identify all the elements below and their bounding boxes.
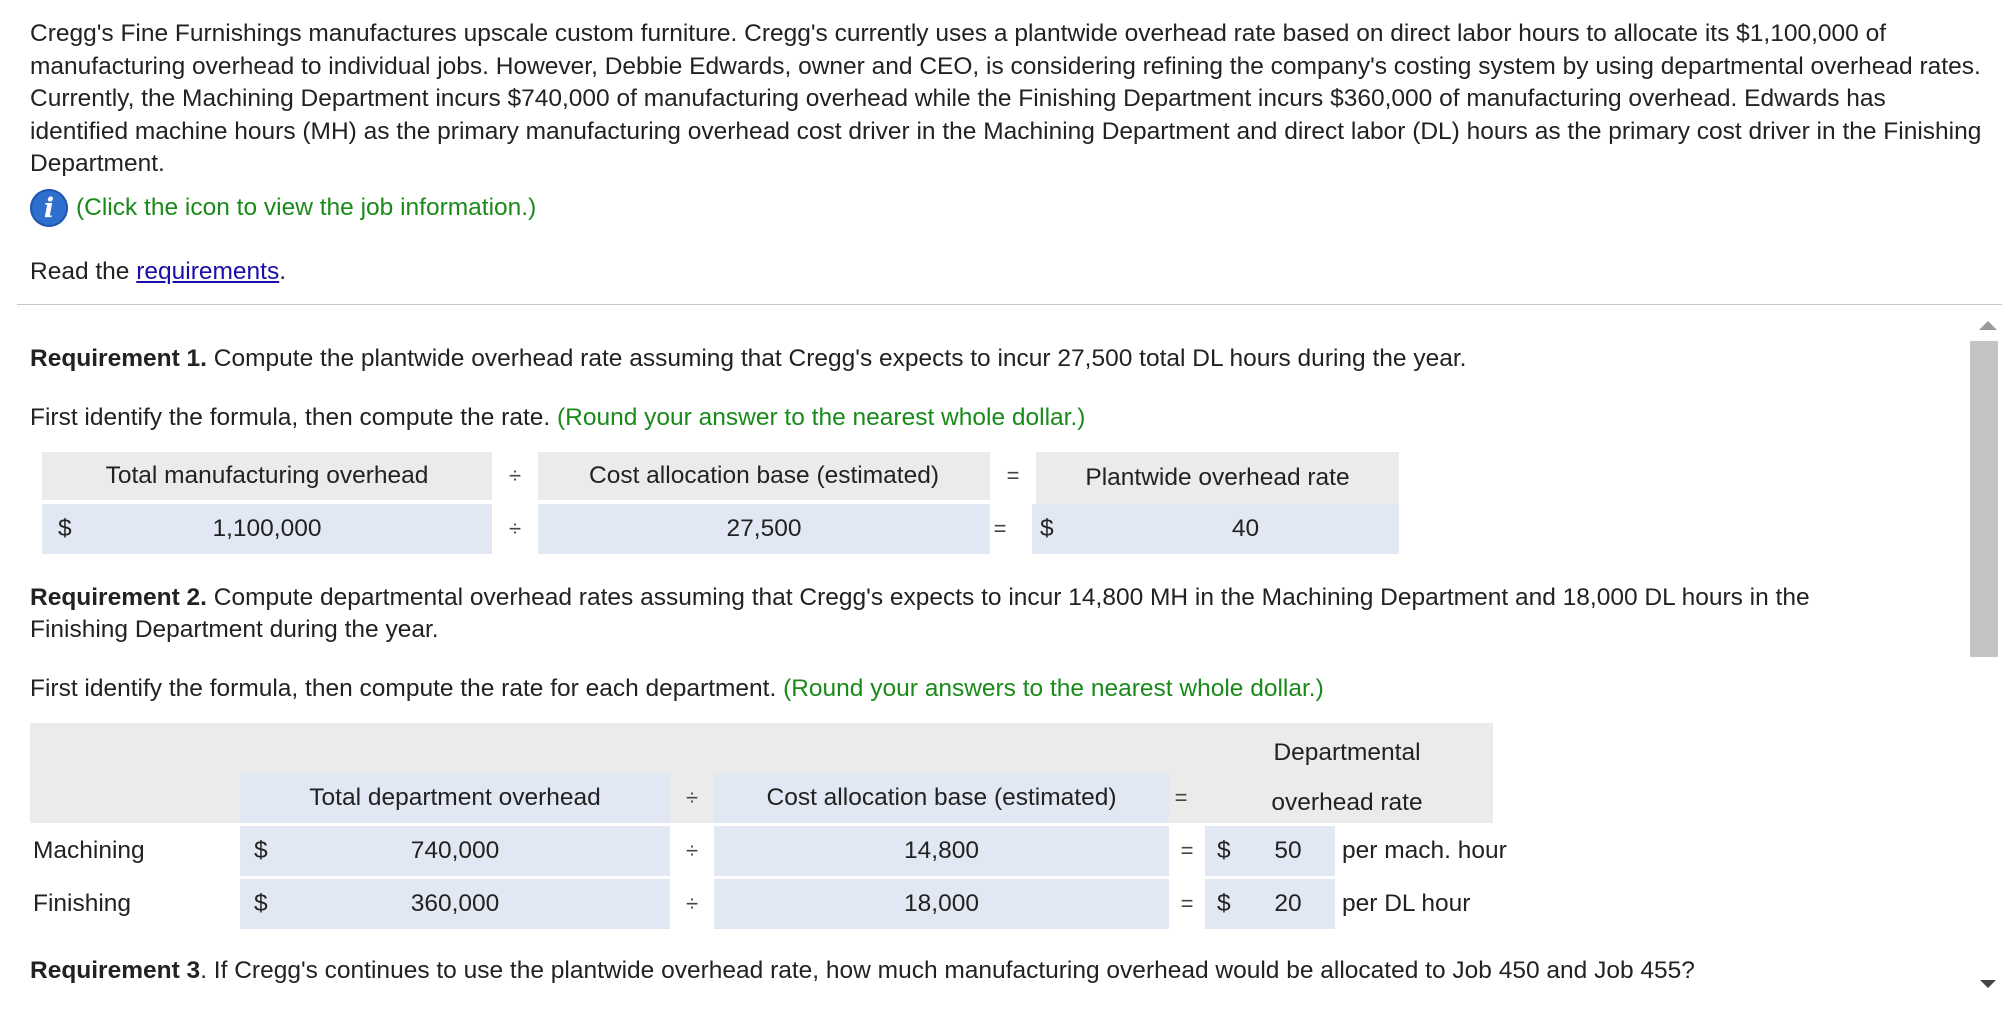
req2-machining-overhead-input[interactable]: 740,000 — [410, 837, 500, 864]
req2-finishing-rate-cell — [1205, 879, 1335, 929]
req2-statement — [30, 584, 1810, 612]
req2-header-overhead: Total department overhead — [240, 773, 670, 823]
req2-machining-dept: Machining — [33, 837, 145, 864]
req1-instruction — [30, 404, 1085, 432]
scrollbar[interactable] — [1970, 305, 2002, 1017]
req2-finishing-overhead-cell — [240, 879, 670, 929]
req2-header-rate-line2: overhead rate — [1271, 789, 1423, 816]
req3-text: . If Cregg's continues to use the plantwide overhead rate, how much manufacturing overhead would be allocated to Job 450 and Job 455? — [200, 957, 1695, 984]
info-text: (Click the icon to view the job information.) — [76, 194, 537, 221]
req1-label: Requirement 1. — [30, 345, 207, 372]
divider — [17, 304, 2002, 305]
req2-instruction — [30, 675, 1324, 703]
req1-text: Compute the plantwide overhead rate assuming that Cregg's expects to incur 27,500 total DL hours during the year. — [207, 345, 1467, 372]
read-suffix: . — [279, 258, 287, 285]
problem-intro: Cregg's Fine Furnishings manufactures upscale custom furniture. Cregg's currently uses a plantwide overhead rate based on direct labor hours to allocate its $1,100,000 of manufacturing overhead to individual jobs. However, Debbie Edwards, owner and CEO, is considering refining the company's costing system by using departmental overhead rates. Currently, the Machining Department incurs $740,000 of manufacturing overhead while the Finishing Department incurs $360,000 of manufacturing overhead. Edwards has identified machine hours (MH) as the primary manufacturing overhead cost driver in the Machining Department and direct labor (DL) hours as the primary cost driver in the Finishing Department. — [30, 20, 1982, 177]
requirements-link[interactable]: requirements — [136, 258, 280, 285]
req1-statement — [30, 345, 1466, 373]
req1-overhead-cell — [42, 504, 492, 554]
req1-rate-input[interactable]: 40 — [1231, 515, 1260, 542]
req1-instruction-text: First identify the formula, then compute the rate. — [30, 404, 558, 431]
job-info-row — [30, 186, 536, 230]
scroll-down-arrow-icon[interactable] — [1980, 980, 1996, 988]
req3-label: Requirement 3 — [30, 957, 201, 984]
req2-finishing-eq: = — [1180, 891, 1194, 916]
req2-machining-rate-input[interactable]: 50 — [1274, 837, 1302, 864]
req2-machining-unit: per mach. hour — [1342, 837, 1507, 864]
req2-finishing-rate-input[interactable]: 20 — [1274, 890, 1302, 917]
req2-hint: (Round your answers to the nearest whole dollar.) — [783, 675, 1324, 702]
req1-header-rate: Plantwide overhead rate — [1036, 452, 1399, 504]
req2-header-base: Cost allocation base (estimated) — [714, 773, 1169, 823]
req1-header-base: Cost allocation base (estimated) — [538, 452, 990, 500]
req2-finishing-rate-currency: $ — [1217, 890, 1231, 917]
req1-row-div: ÷ — [508, 516, 522, 541]
req3-statement — [30, 957, 1695, 985]
req1-header-overhead: Total manufacturing overhead — [42, 452, 492, 500]
req1-header-eq: = — [1006, 463, 1020, 488]
req1-header-div: ÷ — [508, 463, 522, 488]
req2-finishing-overhead-input[interactable]: 360,000 — [410, 890, 500, 917]
req1-overhead-input[interactable]: 1,100,000 — [212, 515, 322, 542]
req2-finishing-unit: per DL hour — [1342, 890, 1471, 917]
req2-machining-overhead-cell — [240, 826, 670, 876]
req2-header-rate-line1: Departmental — [1273, 739, 1421, 766]
req2-statement-cont: Finishing Department during the year. — [30, 616, 439, 643]
req2-finishing-div: ÷ — [685, 891, 699, 916]
req2-machining-div: ÷ — [685, 838, 699, 863]
req2-machining-rate-currency: $ — [1217, 837, 1231, 864]
req1-row-eq: = — [993, 516, 1007, 541]
scroll-up-arrow-icon[interactable] — [1979, 321, 1997, 330]
req2-machining-rate-cell — [1205, 826, 1335, 876]
req2-finishing-base-input[interactable]: 18,000 — [714, 879, 1169, 929]
req2-machining-eq: = — [1180, 838, 1194, 863]
read-prefix: Read the — [30, 258, 137, 285]
req1-hint: (Round your answer to the nearest whole dollar.) — [557, 404, 1086, 431]
req2-machining-base-input[interactable]: 14,800 — [714, 826, 1169, 876]
req2-finishing-dept: Finishing — [33, 890, 132, 917]
req2-finishing-currency: $ — [254, 890, 268, 917]
req1-base-input[interactable]: 27,500 — [538, 504, 990, 554]
req1-rate-currency: $ — [1040, 515, 1054, 542]
req1-rate-cell — [1032, 504, 1399, 554]
scroll-thumb[interactable] — [1970, 341, 1998, 657]
read-requirements-line — [30, 258, 286, 286]
req2-text: Compute departmental overhead rates assuming that Cregg's expects to incur 14,800 MH in the Machining Department and 18,000 DL hours in the — [207, 584, 1810, 611]
req2-header-eq: = — [1174, 785, 1188, 810]
req2-header-div: ÷ — [685, 785, 699, 810]
req2-label: Requirement 2. — [30, 584, 207, 611]
req2-machining-currency: $ — [254, 837, 268, 864]
info-icon[interactable]: i — [30, 189, 68, 227]
req2-instruction-text: First identify the formula, then compute the rate for each department. — [30, 675, 784, 702]
req1-overhead-currency: $ — [58, 515, 72, 542]
